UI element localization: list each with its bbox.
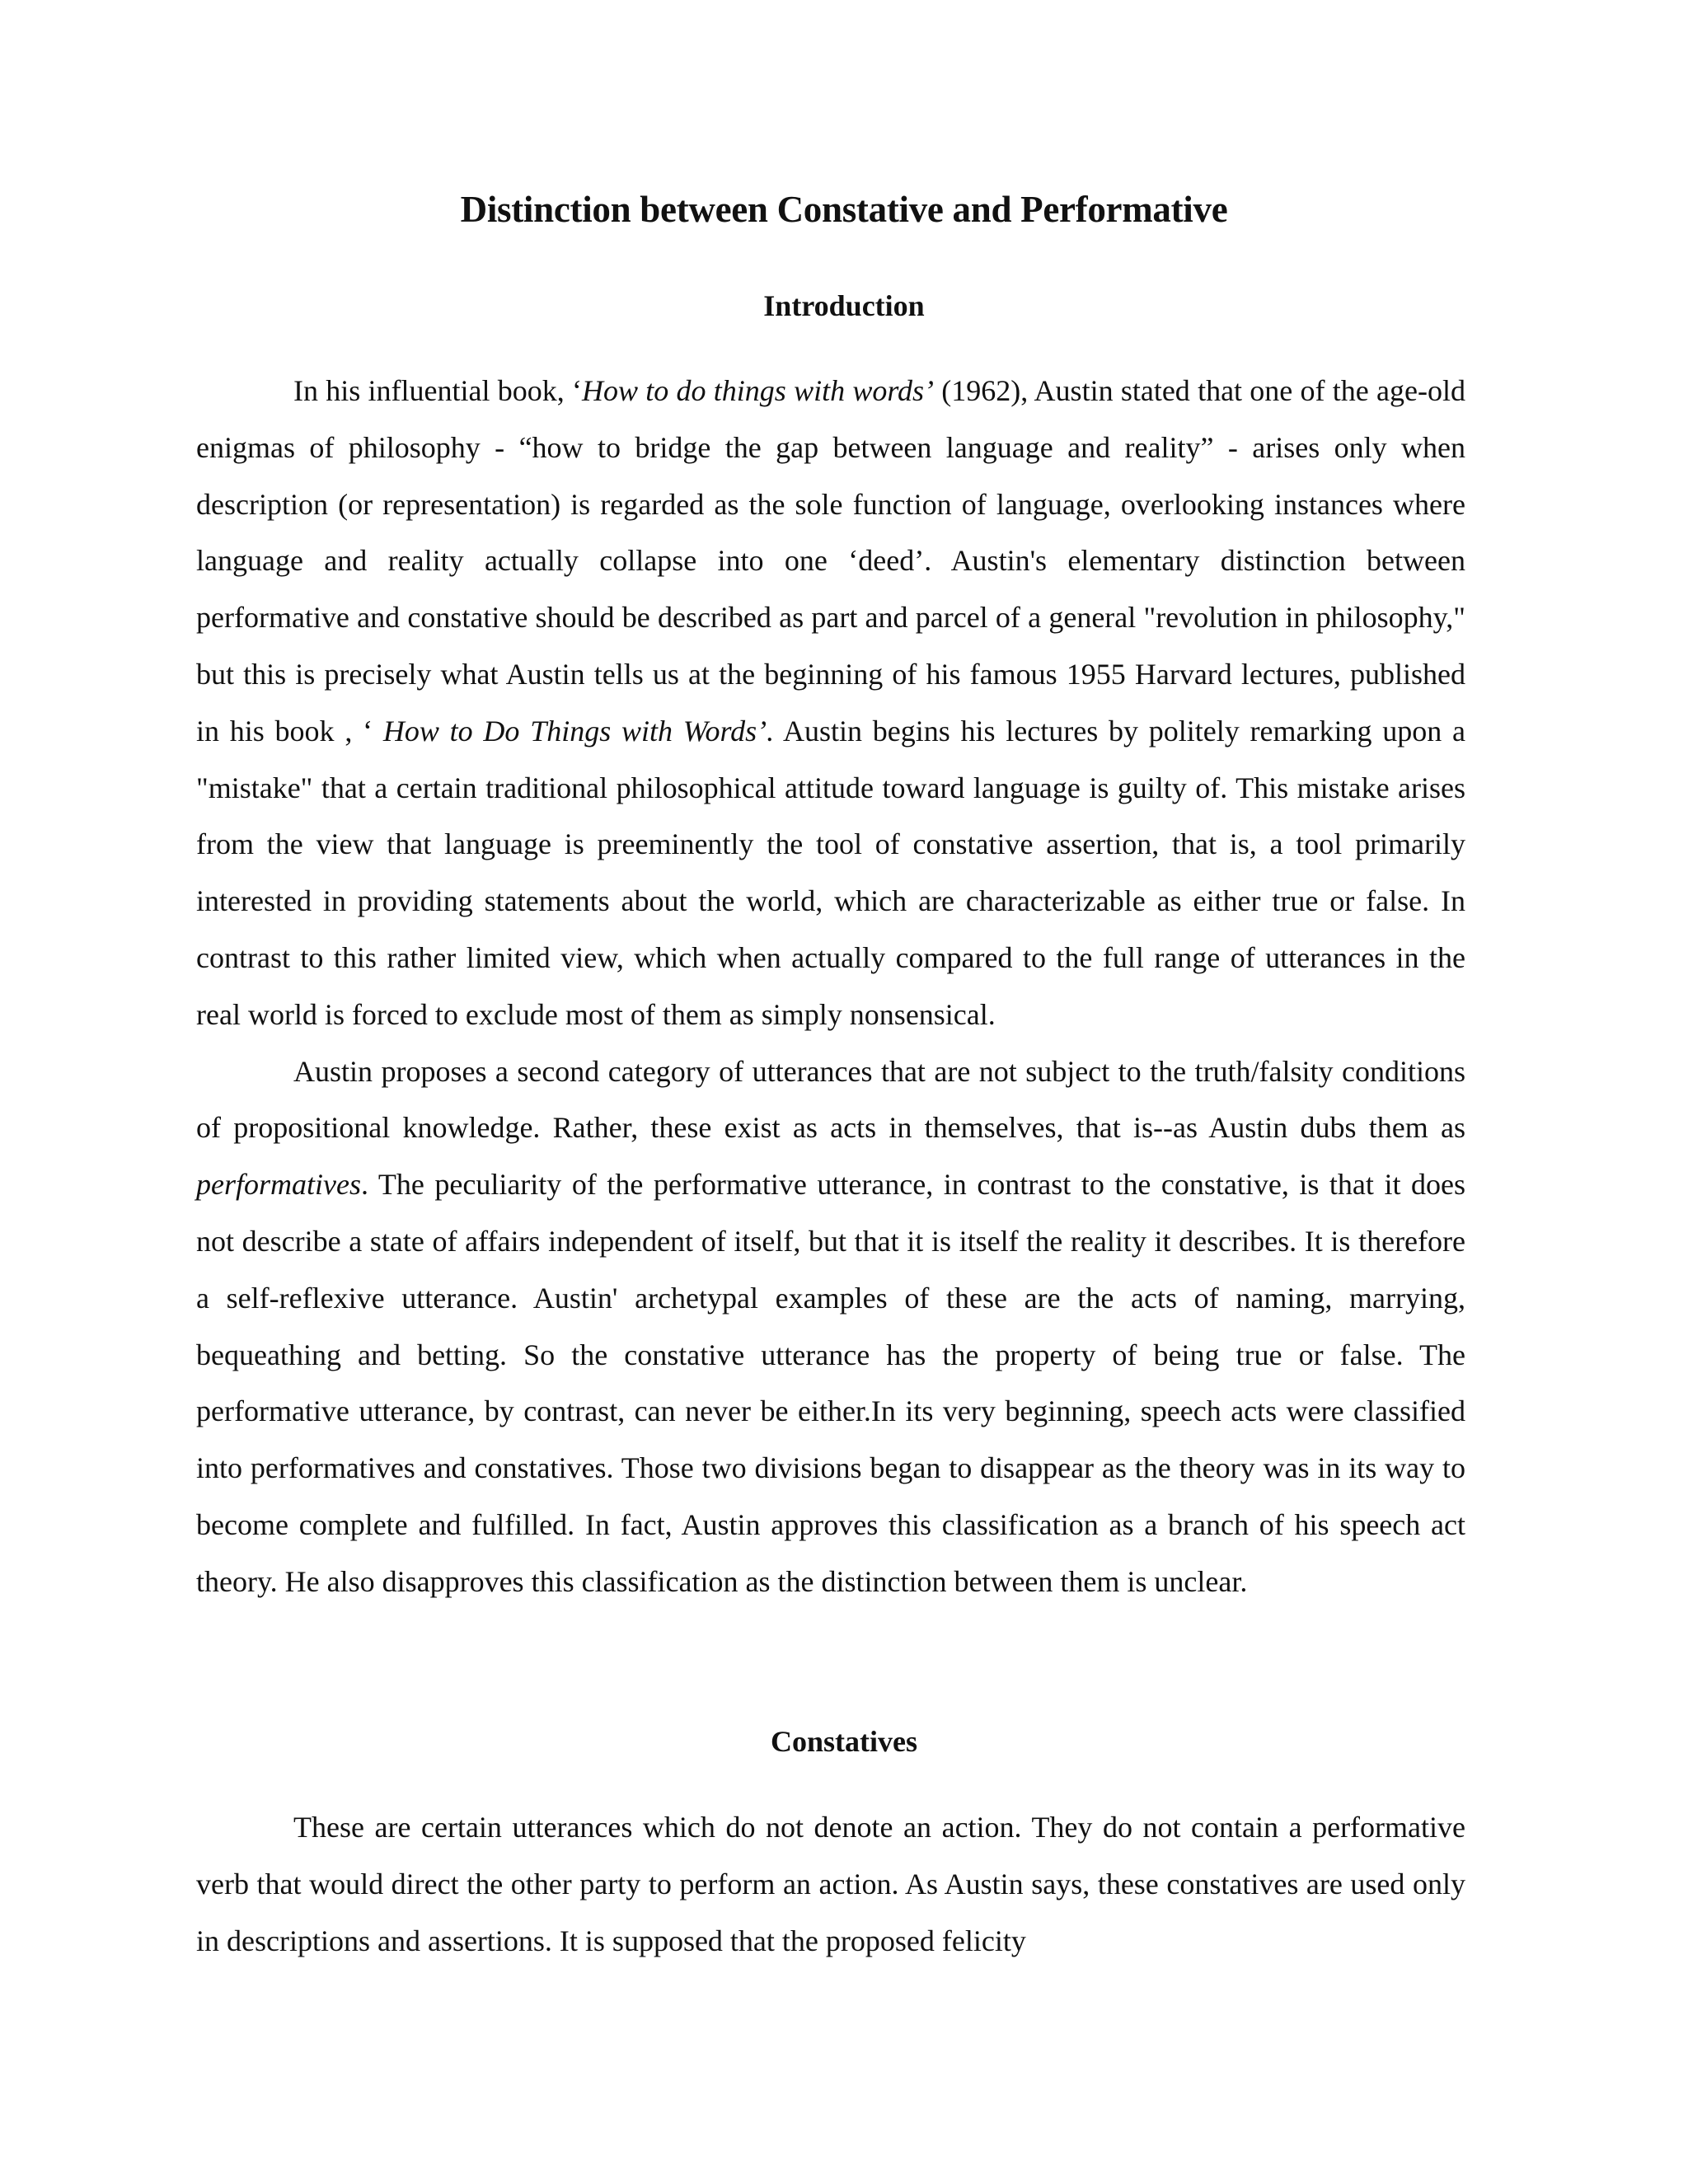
section-heading-constatives: Constatives	[771, 1725, 917, 1758]
section-heading-introduction: Introduction	[763, 289, 925, 322]
book-title: How to do things with words’	[582, 374, 935, 407]
book-title: How to Do Things with Words’.	[382, 714, 775, 748]
paragraph-3: These are certain utterances which do not denote an action. They do not contain a performative verb that would direct the other party to perform an action. As Austin says, these constatives are used only in descriptions and assertions. It is supposed that the proposed felicity	[196, 1811, 1465, 1957]
constatives-body	[196, 1799, 1465, 1969]
page-title: Distinction between Constative and Performative	[460, 189, 1228, 230]
text-run: . The peculiarity of the performative utterance, in contrast to the constative, is that it does not describe a state of affairs independent of itself, but that it is itself the reality it describes. It is therefore a self-reflexive utterance. Austin' archetypal examples of these are the acts of naming, marrying, bequeathing and betting. So the constative utterance has the property of being true or false. The performative utterance, by contrast, can never be either.In its very beginning, speech acts were classified into performatives and constatives. Those two divisions began to disappear as the theory was in its way to become complete and fulfilled. In fact, Austin approves this classification as a branch of his speech act theory. He also disapproves this classification as the distinction between them is unclear.	[196, 1168, 1465, 1598]
paragraph-1	[196, 363, 1465, 1043]
text-run: In his influential book, ‘	[293, 374, 582, 407]
paragraph-2	[196, 1043, 1465, 1610]
text-run: (1962), Austin stated that one of the age-old enigmas of philosophy - “how to bridge the gap between language and reality” - arises only when description (or representation) is regarded as the sole function of language, overlooking instances where language and reality actually collapse into one ‘deed’. Austin's elementary distinction between performative and constative should be described as part and parcel of a general "revolution in philosophy," but this is precisely what Austin tells us at the beginning of his famous 1955 Harvard lectures, published in his book , ‘	[196, 374, 1465, 748]
introduction-body	[196, 363, 1465, 1610]
text-run: Austin begins his lectures by politely remarking upon a "mistake" that a certain traditional philosophical attitude toward language is guilty of. This mistake arises from the view that language is preeminently the tool of constative assertion, that is, a tool primarily interested in providing statements about the world, which are characterizable as either true or false. In contrast to this rather limited view, which when actually compared to the full range of utterances in the real world is forced to exclude most of them as simply nonsensical.	[196, 714, 1465, 1031]
italic-term: performatives	[196, 1168, 361, 1202]
text-run: Austin proposes a second category of utterances that are not subject to the truth/falsity conditions of propositional knowledge. Rather, these exist as acts in themselves, that is--as Austin dubs them as	[196, 1054, 1465, 1145]
